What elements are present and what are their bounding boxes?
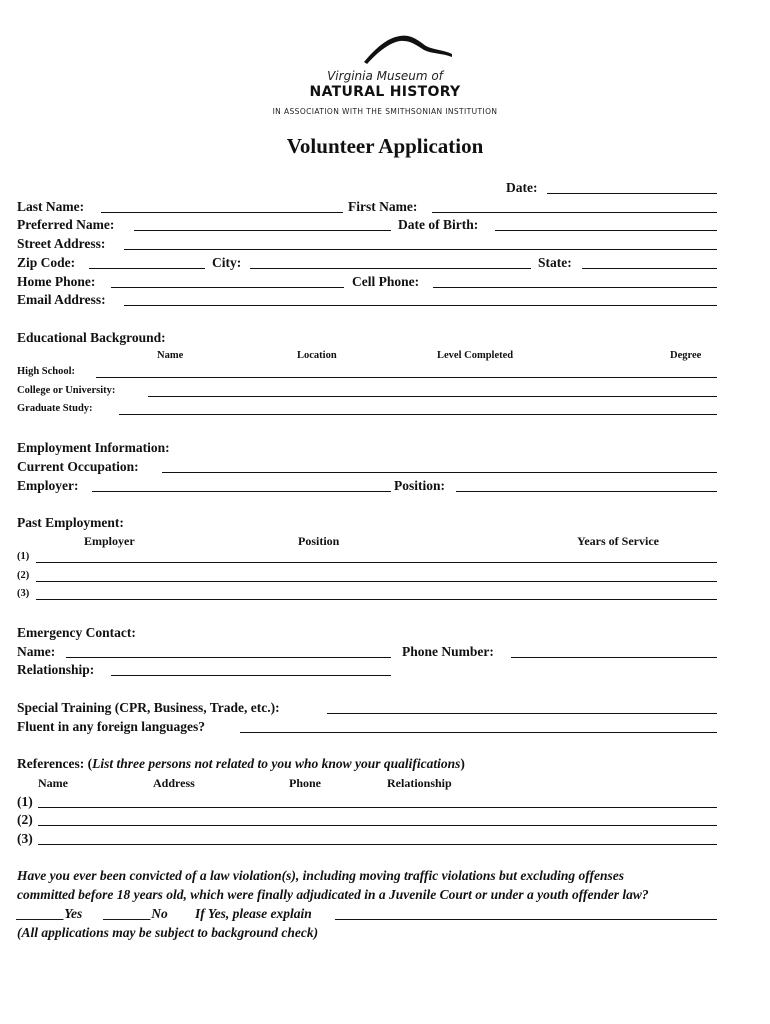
cell-phone-label: Cell Phone: — [352, 274, 420, 289]
occupation-field[interactable] — [162, 472, 717, 473]
employer-label: Employer: — [17, 478, 79, 493]
special-training-field[interactable] — [327, 713, 717, 714]
college-field[interactable] — [148, 396, 717, 397]
emergency-heading: Emergency Contact: — [17, 625, 136, 640]
zip-label: Zip Code: — [17, 255, 76, 270]
preferred-name-field[interactable] — [134, 230, 391, 231]
street-label: Street Address: — [17, 236, 106, 251]
logo-line-1: Virginia Museum of — [327, 69, 443, 83]
email-field[interactable] — [124, 305, 717, 306]
college-label: College or University: — [17, 385, 116, 396]
conviction-question-line-2: committed before 18 years old, which were finally adjudicated in a Juvenile Court or under a youth offender law? — [17, 887, 649, 902]
past-row-3-field[interactable] — [36, 599, 717, 600]
languages-label: Fluent in any foreign languages? — [17, 719, 206, 734]
ref-col-address: Address — [153, 776, 195, 790]
references-heading-note: List three persons not related to you who know your qualifications — [92, 756, 461, 771]
ref-col-relationship: Relationship — [387, 776, 452, 790]
education-col-name: Name — [157, 350, 184, 361]
position-label: Position: — [394, 478, 446, 493]
education-col-location: Location — [297, 350, 337, 361]
past-employment-heading: Past Employment: — [17, 515, 124, 530]
education-heading: Educational Background: — [17, 330, 166, 345]
ref-col-phone: Phone — [289, 776, 322, 790]
dob-label: Date of Birth: — [398, 217, 479, 232]
past-row-3-label: (3) — [17, 588, 30, 599]
date-label: Date: — [506, 180, 538, 195]
last-name-field[interactable] — [101, 212, 343, 213]
dob-field[interactable] — [495, 230, 717, 231]
education-col-level: Level Completed — [437, 350, 514, 361]
languages-field[interactable] — [240, 732, 717, 733]
past-col-years: Years of Service — [577, 534, 659, 548]
references-heading-text: References: ( — [17, 756, 93, 771]
ref-row-3-field[interactable] — [38, 844, 717, 845]
home-phone-field[interactable] — [111, 287, 344, 288]
city-field[interactable] — [250, 268, 531, 269]
past-row-2-field[interactable] — [36, 581, 717, 582]
position-field[interactable] — [456, 491, 717, 492]
ref-col-name: Name — [38, 776, 68, 790]
special-training-label: Special Training (CPR, Business, Trade, etc.): — [17, 700, 280, 715]
graduate-label: Graduate Study: — [17, 403, 93, 414]
email-label: Email Address: — [17, 292, 106, 307]
employer-field[interactable] — [92, 491, 391, 492]
logo-line-2: NATURAL HISTORY — [309, 84, 461, 100]
references-heading — [17, 756, 465, 772]
high-school-label: High School: — [17, 366, 76, 377]
relationship-label: Relationship: — [17, 662, 95, 677]
emergency-phone-label: Phone Number: — [402, 644, 494, 659]
conviction-explain-field[interactable] — [335, 919, 717, 920]
past-col-position: Position — [298, 534, 340, 548]
logo-line-3: IN ASSOCIATION WITH THE SMITHSONIAN INSTITUTION — [272, 107, 498, 116]
ref-row-2-label: (2) — [17, 812, 33, 827]
occupation-label: Current Occupation: — [17, 459, 139, 474]
past-col-employer: Employer — [84, 534, 135, 548]
emergency-name-label: Name: — [17, 644, 56, 659]
references-heading-close: ) — [460, 756, 465, 771]
ref-row-3-label: (3) — [17, 831, 33, 846]
date-field[interactable] — [547, 193, 717, 194]
conviction-question-line-1: Have you ever been convicted of a law violation(s), including moving traffic violations but excluding offenses — [17, 868, 624, 883]
high-school-field[interactable] — [96, 377, 717, 378]
ref-row-2-field[interactable] — [38, 825, 717, 826]
state-label: State: — [538, 255, 572, 270]
street-field[interactable] — [124, 249, 717, 250]
employment-heading: Employment Information: — [17, 440, 170, 455]
ref-row-1-label: (1) — [17, 794, 33, 809]
past-row-1-label: (1) — [17, 551, 30, 562]
state-field[interactable] — [582, 268, 717, 269]
mountain-logo-icon — [360, 32, 456, 68]
first-name-label: First Name: — [348, 199, 418, 214]
conviction-no-option[interactable]: _______No — [104, 906, 168, 921]
cell-phone-field[interactable] — [433, 287, 717, 288]
graduate-field[interactable] — [119, 414, 717, 415]
ref-row-1-field[interactable] — [38, 807, 717, 808]
first-name-field[interactable] — [432, 212, 717, 213]
conviction-explain-label: If Yes, please explain — [195, 906, 312, 921]
conviction-yes-option[interactable]: _______Yes — [17, 906, 83, 921]
emergency-name-field[interactable] — [66, 657, 391, 658]
last-name-label: Last Name: — [17, 199, 85, 214]
relationship-field[interactable] — [111, 675, 391, 676]
zip-field[interactable] — [89, 268, 205, 269]
preferred-name-label: Preferred Name: — [17, 217, 115, 232]
background-check-note: (All applications may be subject to background check) — [17, 925, 319, 940]
past-row-2-label: (2) — [17, 570, 30, 581]
education-col-degree: Degree — [670, 350, 702, 361]
home-phone-label: Home Phone: — [17, 274, 96, 289]
past-row-1-field[interactable] — [36, 562, 717, 563]
page-title: Volunteer Application — [286, 134, 484, 158]
city-label: City: — [212, 255, 242, 270]
emergency-phone-field[interactable] — [511, 657, 717, 658]
